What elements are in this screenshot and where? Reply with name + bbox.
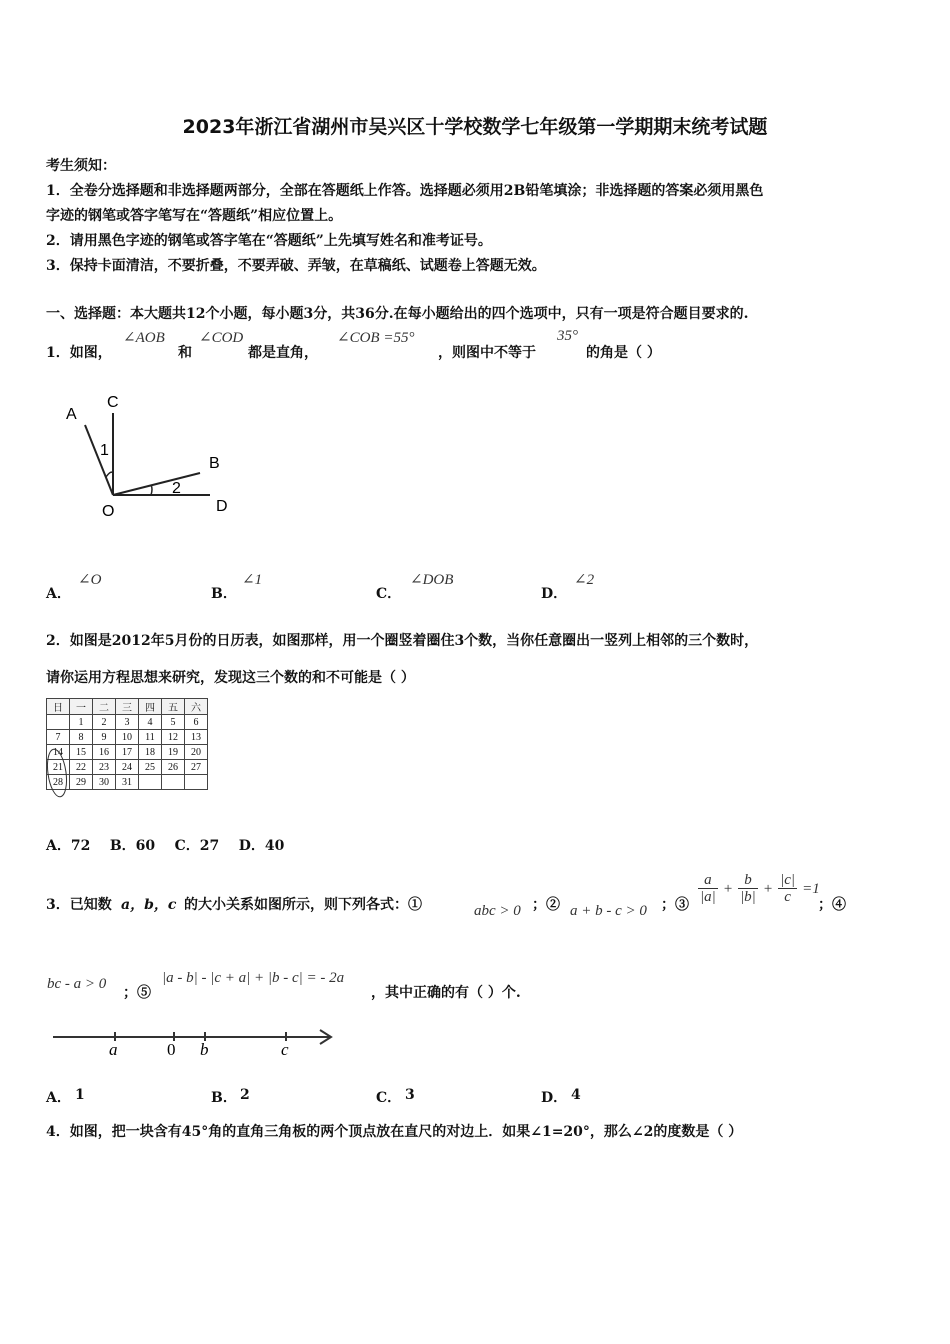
q3-option-d-letter[interactable]: D． [541, 1090, 568, 1106]
calendar-cell: 13 [185, 730, 208, 745]
q2-options[interactable]: A．72 B．60 C．27 D．40 [46, 838, 285, 854]
calendar-cell: 22 [70, 760, 93, 775]
q3-sep-2: ；② [532, 897, 560, 913]
q1-35deg: 35° [557, 328, 578, 344]
calendar-cell: 14 [47, 745, 70, 760]
label-2: 2 [172, 480, 181, 497]
q1-angle-aob: ∠AOB [123, 330, 165, 346]
q1-option-c-letter[interactable]: C． [376, 586, 402, 602]
q3-prefix: 3．已知数 [46, 897, 112, 913]
q1-option-c-value: ∠DOB [410, 572, 454, 588]
q1-suffix: 的角是（ ） [586, 345, 661, 361]
calendar-cell: 五 [162, 699, 185, 715]
calendar-cell: 一 [70, 699, 93, 715]
calendar-cell: 6 [185, 715, 208, 730]
arc-2 [151, 485, 152, 495]
calendar-cell: 15 [70, 745, 93, 760]
q3-option-a-value: 1 [75, 1087, 85, 1103]
axis-label-0: 0 [167, 1040, 176, 1059]
axis-label-b: b [200, 1040, 209, 1059]
q3-option-d-value: 4 [571, 1087, 581, 1103]
q1-prefix: 1．如图， [46, 345, 112, 361]
q3-sep-3: ；③ [661, 897, 689, 913]
q3-mid: 的大小关系如图所示，则下列各式：① [184, 897, 422, 913]
notice-item-2: 2．请用黑色字迹的钢笔或答字笔在“答题纸”上先填写姓名和准考证号。 [46, 233, 492, 249]
label-a: A [66, 406, 77, 423]
q3-expr-4: bc - a > 0 [47, 976, 107, 992]
label-o: O [102, 503, 115, 520]
q3-expr-2: a + b - c > 0 [570, 903, 647, 919]
calendar-cell: 12 [162, 730, 185, 745]
calendar-cell: 5 [162, 715, 185, 730]
q2-line2: 请你运用方程思想来研究，发现这三个数的和不可能是（ ） [46, 670, 415, 686]
calendar-cell: 27 [185, 760, 208, 775]
notice-item-3: 3．保持卡面清洁，不要折叠，不要弄破、弄皱，在草稿纸、试题卷上答题无效。 [46, 258, 546, 274]
calendar-cell: 26 [162, 760, 185, 775]
calendar-cell: 9 [93, 730, 116, 745]
q4-text: 4．如图，把一块含有45°角的直角三角板的两个顶点放在直尺的对边上．如果∠1=20°，那么∠2的度数是（ ） [46, 1124, 743, 1140]
q1-option-b-value: ∠1 [242, 572, 263, 588]
calendar-cell: 18 [139, 745, 162, 760]
q1-option-d-value: ∠2 [574, 572, 595, 588]
calendar-cell: 六 [185, 699, 208, 715]
notice-item-1a: 1．全卷分选择题和非选择题两部分，全部在答题纸上作答。选择题必须用2B铅笔填涂；非选择题的答案必须用黑色 [46, 183, 764, 199]
page-title: 2023年浙江省湖州市吴兴区十学校数学七年级第一学期期末统考试题 [182, 116, 768, 138]
calendar-image [46, 698, 208, 790]
q3-option-c-letter[interactable]: C． [376, 1090, 402, 1106]
calendar-cell: 19 [162, 745, 185, 760]
calendar-cell: 3 [116, 715, 139, 730]
arc-1 [106, 472, 113, 477]
calendar-cell: 8 [70, 730, 93, 745]
ray-ob [113, 473, 200, 495]
axis-label-c: c [281, 1040, 289, 1059]
q1-angle-cob: ∠COB =55° [337, 330, 415, 346]
calendar-cell: 11 [139, 730, 162, 745]
calendar-cell: 24 [116, 760, 139, 775]
calendar-cell: 7 [47, 730, 70, 745]
label-b: B [209, 455, 220, 472]
q3-expr-5: |a - b| - |c + a| + |b - c| = - 2a [162, 970, 345, 986]
label-1: 1 [100, 442, 109, 459]
calendar-cell: 二 [93, 699, 116, 715]
q1-figure [55, 385, 255, 525]
calendar-cell: 四 [139, 699, 162, 715]
section-heading: 一、选择题：本大题共12个小题，每小题3分，共36分.在每小题给出的四个选项中，只有一项是符合题目要求的. [46, 306, 749, 322]
q3-expr-1: abc > 0 [474, 903, 521, 919]
calendar-cell: 10 [116, 730, 139, 745]
calendar-cell: 28 [47, 775, 70, 790]
notice-heading: 考生须知： [46, 158, 116, 174]
calendar-cell: 4 [139, 715, 162, 730]
q3-expr-3: $\frac{a}{|a|}$ + $\frac{b}{|b|}$ + $\frac{|c|}{c}$ =1 [700, 872, 820, 905]
q1-and: 和 [178, 345, 192, 361]
notice-item-1b: 字迹的钢笔或答字笔写在“答题纸”相应位置上。 [46, 208, 343, 224]
calendar-cell: 29 [70, 775, 93, 790]
label-c: C [107, 394, 119, 411]
q1-option-b-letter[interactable]: B． [211, 586, 237, 602]
calendar-cell: 25 [139, 760, 162, 775]
label-d: D [216, 498, 228, 515]
q1-option-a-value: ∠O [78, 572, 102, 588]
calendar-cell: 日 [47, 699, 70, 715]
q3-option-b-letter[interactable]: B． [211, 1090, 237, 1106]
q3-option-a-letter[interactable]: A． [46, 1090, 71, 1106]
calendar-cell: 31 [116, 775, 139, 790]
q1-option-d-letter[interactable]: D． [541, 586, 568, 602]
ray-oa [85, 425, 113, 495]
q3-sep-4: ；④ [818, 897, 846, 913]
q3-option-b-value: 2 [240, 1087, 250, 1103]
q2-line1: 2．如图是2012年5月份的日历表，如图那样，用一个圈竖着圈住3个数，当你任意圈出一竖列上相邻的三个数时， [46, 633, 759, 649]
calendar-cell: 1 [70, 715, 93, 730]
q3-vars: a，b，c [121, 897, 177, 913]
q1-option-a-letter[interactable]: A． [46, 586, 71, 602]
q3-suffix: ，其中正确的有（ ）个. [371, 985, 521, 1001]
q3-sep-5: ；⑤ [123, 985, 151, 1001]
q3-number-line [48, 1025, 348, 1061]
q1-angle-cod: ∠COD [199, 330, 244, 346]
q3-option-c-value: 3 [405, 1087, 415, 1103]
calendar-cell: 17 [116, 745, 139, 760]
axis-label-a: a [109, 1040, 118, 1059]
q1-mid2: ，则图中不等于 [438, 345, 536, 361]
calendar-cell: 20 [185, 745, 208, 760]
calendar-cell: 23 [93, 760, 116, 775]
calendar-cell: 2 [93, 715, 116, 730]
calendar-cell: 三 [116, 699, 139, 715]
q1-mid: 都是直角， [248, 345, 318, 361]
calendar-cell: 21 [47, 760, 70, 775]
calendar-cell: 16 [93, 745, 116, 760]
calendar-cell: 30 [93, 775, 116, 790]
calendar-circle [46, 698, 216, 798]
